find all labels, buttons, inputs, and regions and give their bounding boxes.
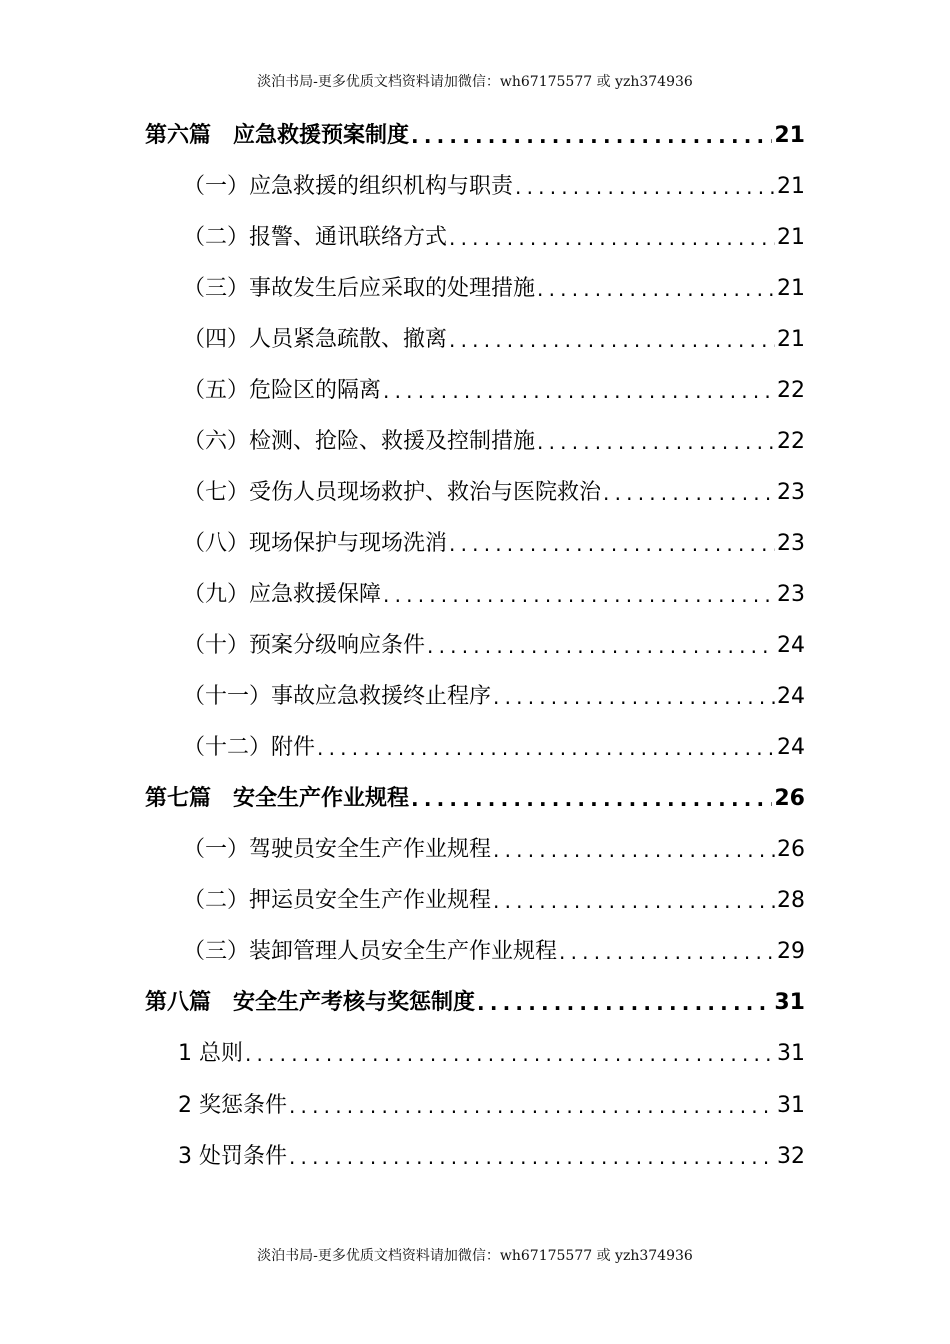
dot-leader (493, 886, 775, 916)
toc-entry-text: （一）应急救援的组织机构与职责 (183, 174, 514, 199)
toc-entry-text: （四）人员紧急疏散、撤离 (183, 327, 448, 352)
dot-leader (317, 733, 775, 763)
dot-leader (449, 223, 775, 253)
toc-page-number: 31 (777, 1041, 805, 1066)
toc-page-number: 21 (777, 174, 805, 199)
dot-leader (289, 1142, 775, 1172)
toc-entry-text: （十）预案分级响应条件 (183, 633, 426, 658)
toc-entry-text: （十二）附件 (183, 735, 316, 760)
dot-leader (603, 478, 775, 508)
toc-page-number: 23 (777, 582, 805, 607)
toc-item[interactable] (183, 886, 805, 916)
toc-chapter-8[interactable] (145, 988, 805, 1018)
toc-entry-text: （九）应急救援保障 (183, 582, 382, 607)
toc-page-number: 31 (774, 990, 805, 1015)
toc-entry-text: 3 处罚条件 (178, 1144, 287, 1169)
toc-chapter-7[interactable] (145, 784, 805, 814)
toc-entry-text: （三）事故发生后应采取的处理措施 (183, 276, 536, 301)
toc-entry-text: （六）检测、抢险、救援及控制措施 (183, 429, 536, 454)
toc-entry-text: （三）装卸管理人员安全生产作业规程 (183, 939, 558, 964)
toc-entry-text: 第八篇 安全生产考核与奖惩制度 (145, 990, 476, 1015)
toc-item[interactable] (183, 835, 805, 865)
toc-page-number: 21 (774, 123, 805, 148)
toc-item[interactable] (183, 478, 805, 508)
toc-entry-text: （二）押运员安全生产作业规程 (183, 888, 492, 913)
dot-leader (515, 172, 775, 202)
dot-leader (427, 631, 775, 661)
toc-page-number: 32 (777, 1144, 805, 1169)
toc-page-number: 21 (777, 225, 805, 250)
toc-item[interactable] (183, 172, 805, 202)
toc-page-number: 26 (777, 837, 805, 862)
toc-entry-text: 第七篇 安全生产作业规程 (145, 786, 410, 811)
toc-entry-text: （五）危险区的隔离 (183, 378, 382, 403)
toc-entry-text: （八）现场保护与现场洗消 (183, 531, 448, 556)
toc-page-number: 28 (777, 888, 805, 913)
toc-item[interactable] (183, 682, 805, 712)
toc-entry-text: 1 总则 (178, 1041, 243, 1066)
toc-entry-text: （七）受伤人员现场救护、救治与医院救治 (183, 480, 602, 505)
toc-page-number: 31 (777, 1093, 805, 1118)
toc-entry-text: （十一）事故应急救援终止程序 (183, 684, 492, 709)
dot-leader (289, 1091, 775, 1121)
toc-page-number: 29 (777, 939, 805, 964)
toc-item[interactable] (183, 376, 805, 406)
dot-leader (477, 988, 772, 1018)
toc-page-number: 24 (777, 633, 805, 658)
toc-entry-text: 2 奖惩条件 (178, 1093, 287, 1118)
toc-page-number: 24 (777, 735, 805, 760)
dot-leader (537, 427, 775, 457)
dot-leader (383, 580, 775, 610)
footer-banner: 淡泊书局-更多优质文档资料请加微信：wh67175577 或 yzh374936 (257, 1248, 693, 1264)
toc-item[interactable] (183, 937, 805, 967)
toc-item[interactable] (183, 427, 805, 457)
dot-leader (411, 121, 772, 151)
toc-item[interactable] (183, 631, 805, 661)
toc-item[interactable] (183, 529, 805, 559)
toc-page-number: 23 (777, 531, 805, 556)
dot-leader (383, 376, 775, 406)
toc-item[interactable] (183, 580, 805, 610)
toc-entry-text: （二）报警、通讯联络方式 (183, 225, 448, 250)
toc-item[interactable] (178, 1091, 805, 1121)
toc-page-number: 24 (777, 684, 805, 709)
dot-leader (537, 274, 775, 304)
dot-leader (449, 325, 775, 355)
dot-leader (411, 784, 772, 814)
toc-item[interactable] (183, 733, 805, 763)
toc-page-number: 22 (777, 429, 805, 454)
toc-entry-text: （一）驾驶员安全生产作业规程 (183, 837, 492, 862)
dot-leader (559, 937, 775, 967)
toc-page-number: 23 (777, 480, 805, 505)
toc-entry-text: 第六篇 应急救援预案制度 (145, 123, 410, 148)
toc-chapter-6[interactable] (145, 121, 805, 151)
toc-item[interactable] (183, 223, 805, 253)
dot-leader (245, 1039, 775, 1069)
header-banner: 淡泊书局-更多优质文档资料请加微信：wh67175577 或 yzh374936 (257, 74, 693, 90)
toc-item[interactable] (178, 1142, 805, 1172)
dot-leader (493, 682, 775, 712)
dot-leader (493, 835, 775, 865)
toc-page-number: 22 (777, 378, 805, 403)
toc-page-number: 21 (777, 327, 805, 352)
dot-leader (449, 529, 775, 559)
toc-page-number: 26 (774, 786, 805, 811)
toc-item[interactable] (178, 1039, 805, 1069)
toc-item[interactable] (183, 274, 805, 304)
toc-item[interactable] (183, 325, 805, 355)
toc-page-number: 21 (777, 276, 805, 301)
